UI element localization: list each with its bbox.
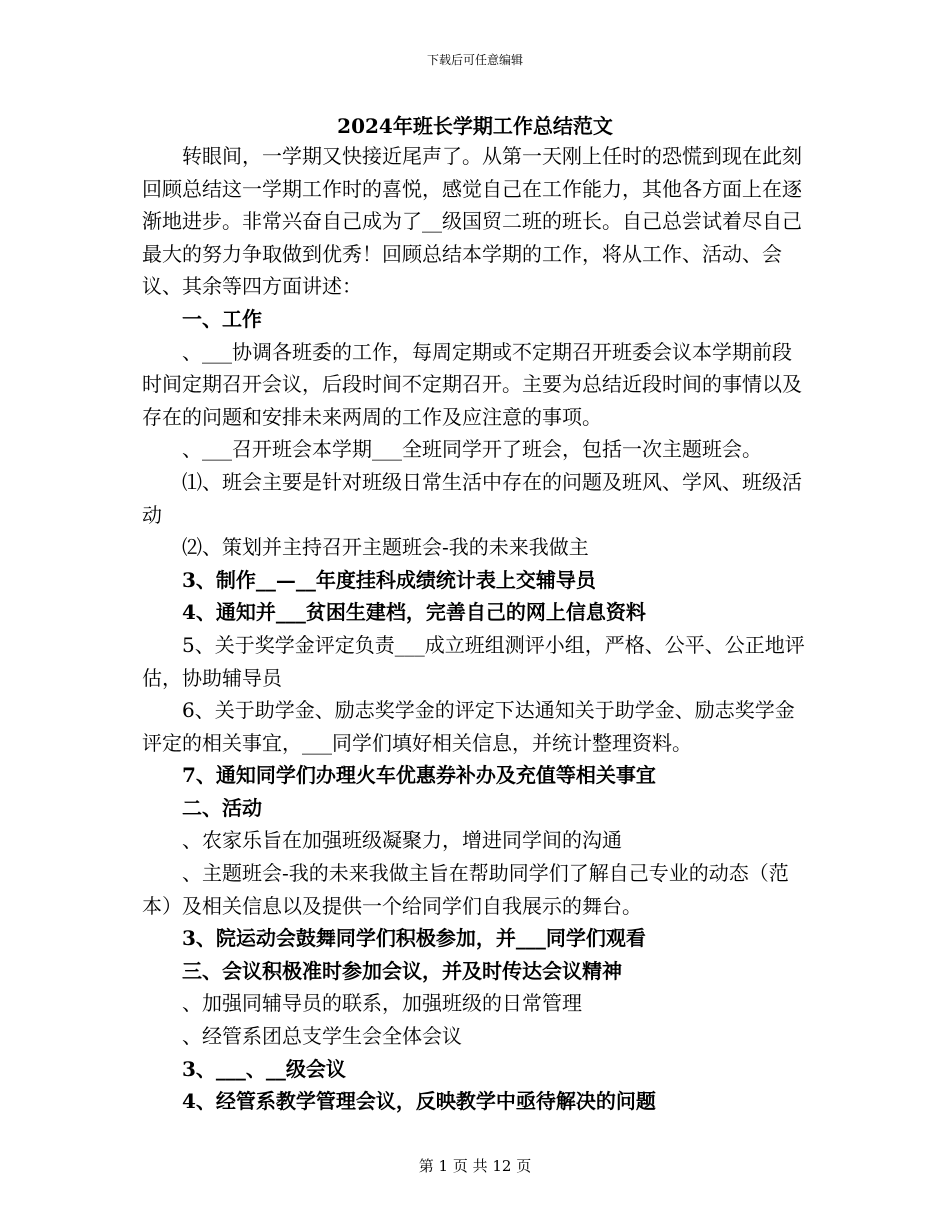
page-number-footer: 第 1 页 共 12 页 [418, 1157, 532, 1175]
paragraph-meeting-2: 、经管系团总支学生会全体会议 [182, 1024, 462, 1049]
paragraph-activity-2: 、主题班会-我的未来我做主旨在帮助同学们了解自己专业的动态（范本）及相关信息以及提供一个给同学们自我展示的舞台。 [142, 861, 789, 918]
paragraph-work-2: 、___召开班会本学期___全班同学开了班会，包括一次主题班会。 [182, 437, 762, 462]
paragraph-activity-3: 3、院运动会鼓舞同学们积极参加，并___同学们观看 [182, 926, 646, 951]
section-heading-meetings: 三、会议积极准时参加会议，并及时传达会议精神 [182, 958, 622, 983]
page-title: 2024年班长学期工作总结范文 [337, 114, 613, 138]
paragraph-work-6: 6、关于助学金、励志奖学金的评定下达通知关于助学金、励志奖学金评定的相关事宜，___同学们填好相关信息，并统计整理资料。 [142, 698, 795, 755]
section-heading-work: 一、工作 [182, 306, 262, 331]
paragraph-activity-1: 、农家乐旨在加强班级凝聚力，增进同学间的沟通 [182, 828, 622, 853]
paragraph-work-1: 、___协调各班委的工作，每周定期或不定期召开班委会议本学期前段时间定期召开会议，后段时间不定期召开。主要为总结近段时间的事情以及存在的问题和安排未来两周的工作及应注意的事项。 [142, 339, 802, 429]
paragraph-meeting-3: 3、___、__级会议 [182, 1056, 346, 1081]
paragraph-work-3: 3、制作__—__年度挂科成绩统计表上交辅导员 [182, 567, 596, 592]
paragraph-meeting-4: 4、经管系教学管理会议，反映教学中亟待解决的问题 [182, 1089, 656, 1114]
paragraph-intro: 转眼间，一学期又快接近尾声了。从第一天刚上任时的恐慌到现在此刻回顾总结这一学期工作时的喜悦，感觉自己在工作能力，其他各方面上在逐渐地进步。非常兴奋自己成为了__级国贸二班的班长。自己总尝试着尽自己最大的努力争取做到优秀！回顾总结本学期的工作，将从工作、活动、会议、其余等四方面讲述： [142, 144, 802, 299]
paragraph-work-2-a: ⑴、班会主要是针对班级日常生活中存在的问题及班风、学风、班级活动 [142, 469, 802, 527]
paragraph-work-7: 7、通知同学们办理火车优惠券补办及充值等相关事宜 [182, 763, 656, 788]
paragraph-work-5: 5、关于奖学金评定负责___成立班组测评小组，严格、公平、公正地评估，协助辅导员 [142, 632, 805, 690]
document-body [142, 140, 810, 1118]
paragraph-work-2-b: ⑵、策划并主持召开主题班会-我的未来我做主 [182, 535, 589, 560]
paragraph-work-4: 4、通知并___贫困生建档，完善自己的网上信息资料 [182, 600, 646, 625]
header-note: 下载后可任意编辑 [426, 53, 523, 67]
paragraph-meeting-1: 、加强同辅导员的联系，加强班级的日常管理 [182, 991, 582, 1016]
section-heading-activities: 二、活动 [182, 795, 262, 820]
